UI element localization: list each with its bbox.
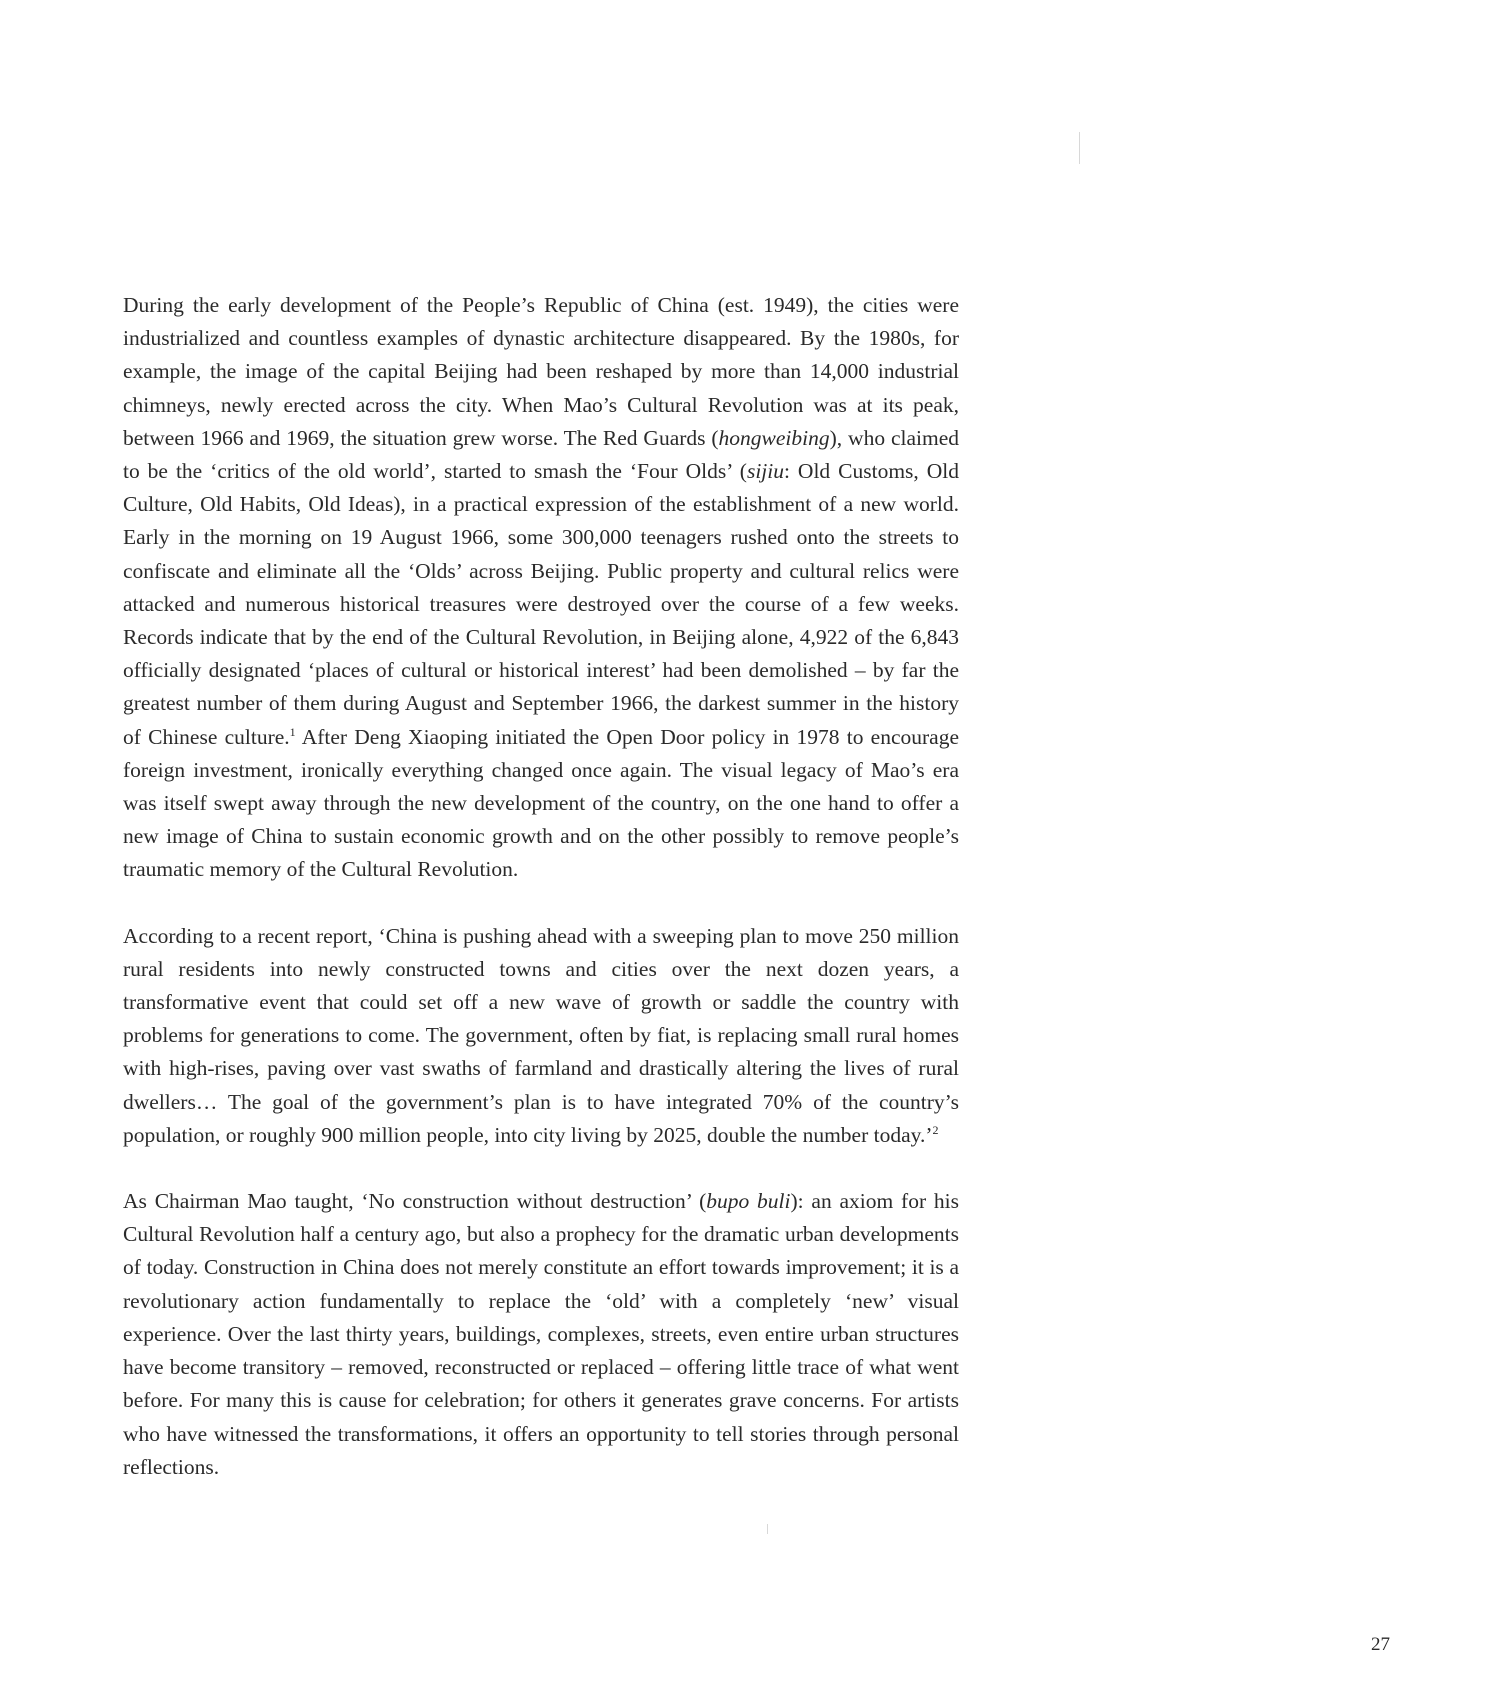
paragraph-1-segment-5: : Old Customs, Old Culture, Old Habits, Old Ideas), in a practical expression of the establishment of a new world. Early in the morning on 19 August 1966, some 300,000 teenagers rushed onto the streets to confiscate and eliminate all the ‘Olds’ across Beijing. Public property and cultural relics were attacked and numerous historical treasures were destroyed over the course of a few weeks. Records indicate that by the end of the Cultural Revolution, in Beijing alone, 4,922 of the 6,843 officially designated ‘places of cultural or historical interest’ had been demolished – by far the greatest number of them during August and September 1966, the darkest summer in the history of Chinese culture.: [123, 459, 960, 749]
footnote-ref-2: 2: [932, 1122, 939, 1137]
scan-artifact: [1079, 132, 1080, 164]
footnote-ref-1: 1: [289, 724, 296, 739]
paragraph-3-segment-3: ): an axiom for his Cultural Revolution half a century ago, but also a prophecy for the dramatic urban developments of today. Construction in China does not merely constitute an effort towards improvement; it is a revolutionary action fundamentally to replace the ‘old’ with a completely ‘new’ visual experience. Over the last thirty years, buildings, complexes, streets, even entire urban structures have become transitory – removed, reconstructed or replaced – offering little trace of what went before. For many this is cause for celebration; for others it generates grave concerns. For artists who have witnessed the transformations, it offers an opportunity to tell stories through personal reflections.: [123, 1189, 960, 1479]
paragraph-1-segment-1: During the early development of the People’s Republic of China (est. 1949), the cities were industrialized and countless examples of dynastic architecture disappeared. By the 1980s, for example, the image of the capital Beijing had been reshaped by more than 14,000 industrial chimneys, newly erected across the city. When Mao’s Cultural Revolution was at its peak, between 1966 and 1969, the situation grew worse. The Red Guards (: [123, 293, 959, 450]
paragraph-2: [123, 920, 959, 1152]
paragraph-3: [123, 1185, 959, 1484]
body-text: [123, 289, 959, 1484]
term-bupo-buli: bupo buli: [706, 1189, 791, 1214]
term-hongweibing: hongweibing: [718, 425, 830, 450]
paragraph-3-segment-1: As Chairman Mao taught, ‘No construction without destruction’ (: [123, 1189, 707, 1214]
term-sijiu: sijiu: [746, 459, 784, 484]
paragraph-1: [123, 289, 959, 887]
paragraph-1-segment-3: ), who claimed to be the ‘critics of the old world’, started to smash the ‘Four Olds’ (: [123, 425, 959, 484]
paragraph-1-segment-7: After Deng Xiaoping initiated the Open Door policy in 1978 to encourage foreign investment, ironically everything changed once again. The visual legacy of Mao’s era was itself swept away through the new development of the country, on the one hand to offer a new image of China to sustain economic growth and on the other possibly to remove people’s traumatic memory of the Cultural Revolution.: [123, 724, 959, 882]
scan-artifact: [767, 1524, 768, 1534]
page-number: 27: [1371, 1634, 1390, 1655]
paragraph-2-segment-1: According to a recent report, ‘China is pushing ahead with a sweeping plan to move 250 million rural residents into newly constructed towns and cities over the next dozen years, a transformative event that could set off a new wave of growth or saddle the country with problems for generations to come. The government, often by fiat, is replacing small rural homes with high-rises, paving over vast swaths of farmland and drastically altering the lives of rural dwellers… The goal of the government’s plan is to have integrated 70% of the country’s population, or roughly 900 million people, into city living by 2025, double the number today.’: [123, 923, 959, 1147]
